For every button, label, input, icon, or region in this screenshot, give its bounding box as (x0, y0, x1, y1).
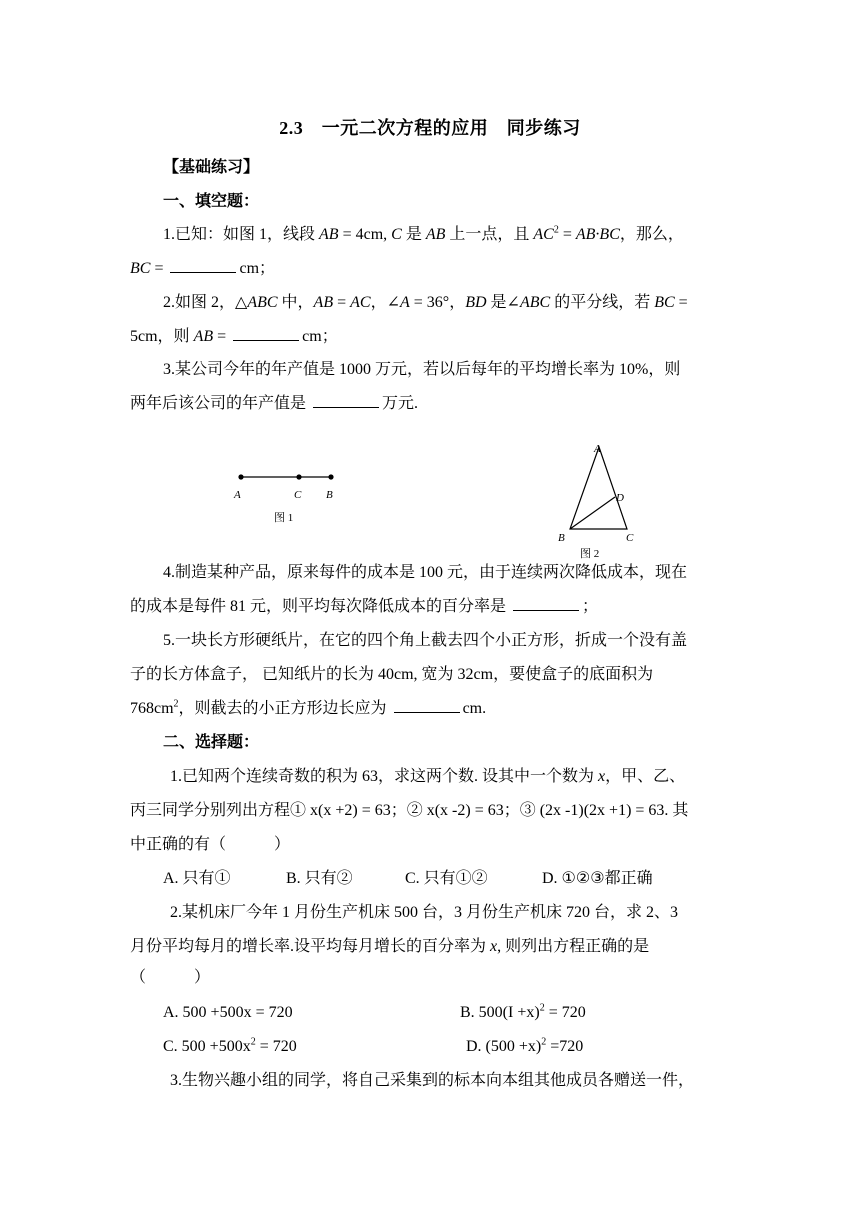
answer-blank[interactable] (170, 258, 236, 273)
section-basic-heading: 【基础练习】 (163, 159, 260, 176)
label-a: A (594, 443, 601, 455)
point-a (238, 474, 243, 479)
figure-1-segment (225, 465, 345, 527)
choice-2-option-b[interactable]: B. $500(I +x)^2 = 720$ (460, 1002, 586, 1021)
label-c: C (294, 489, 302, 501)
question-2-line-2: 5cm，则 AB = cm； (130, 328, 338, 345)
choice-1-option-c[interactable]: C. 只有①② (405, 870, 488, 887)
choice-1-line-1: 1.已知两个连续奇数的积为 63，求这两个数. 设其中一个数为 x，甲、乙、 (170, 768, 686, 785)
question-5-line-3: $768cm^2$，则截去的小正方形边长应为 cm. (130, 698, 487, 717)
question-2-line-1: 2.如图 2，△ABC 中，AB = AC，∠A = 36°，BD 是∠ABC 的平分线，若 BC = (163, 294, 688, 311)
point-b (328, 474, 333, 479)
question-1-line-2: BC = cm； (130, 260, 276, 277)
choice-2-option-c[interactable]: C. $500 +500x^2 = 720$ (163, 1036, 297, 1055)
question-5-line-1: 5.一块长方形硬纸片，在它的四个角上截去四个小正方形，折成一个没有盖 (163, 632, 688, 649)
answer-blank[interactable] (313, 393, 379, 408)
page-title: 2.3 一元二次方程的应用 同步练习 (279, 118, 581, 138)
choice-1-option-a[interactable]: A. 只有① (163, 870, 231, 887)
figure-2-caption: 图 2 (580, 548, 600, 560)
question-4-line-2: 的成本是每件 81 元，则平均每次降低成本的百分率是 ； (130, 598, 599, 615)
bisector-bd (570, 497, 615, 529)
question-3-line-1: 3.某公司今年的年产值是 1000 万元，若以后每年的平均增长率为 10%，则 (163, 361, 681, 378)
question-3-line-2: 两年后该公司的年产值是 万元. (130, 395, 419, 412)
question-5-line-2: 子的长方体盒子， 已知纸片的长为 40cm, 宽为 32cm，要使盒子的底面积为 (130, 666, 654, 683)
label-b: B (326, 489, 333, 501)
label-d: D (616, 492, 624, 504)
choice-2-option-d[interactable]: D. $(500 +x)^2 =720$ (466, 1036, 584, 1055)
figure-2-triangle (550, 438, 650, 562)
choice-2-line-2: 月份平均每月的增长率.设平均每月增长的百分率为 x, 则列出方程正确的是 (130, 938, 650, 955)
multiple-choice-heading: 二、选择题： (163, 734, 260, 751)
label-c: C (626, 532, 634, 544)
question-4-line-1: 4.制造某种产品，原来每件的成本是 100 元，由于连续两次降低成本，现在 (163, 564, 688, 581)
answer-blank[interactable] (233, 326, 299, 341)
choice-2-line-3: （ ） (130, 969, 211, 986)
choice-1-option-d[interactable]: D. ①②③都正确 (542, 870, 653, 887)
fill-blank-heading: 一、填空题： (163, 193, 260, 210)
choice-3-line-1: 3.生物兴趣小组的同学，将自己采集到的标本向本组其他成员各赠送一件， (170, 1072, 695, 1089)
choice-1-line-2: 丙三同学分别列出方程① x(x +2) = 63；② x(x -2) = 63；③ (2x -1)(2x +1) = 63. 其 (130, 802, 689, 819)
label-a: A (234, 489, 241, 501)
figure-1-caption: 图 1 (274, 512, 294, 524)
choice-2-option-a[interactable]: A. 500 +500x = 720 (163, 1004, 293, 1021)
point-c (296, 474, 301, 479)
triangle-abc (570, 447, 627, 529)
choice-1-line-3: 中正确的有（ ） (130, 836, 291, 853)
question-1-line-1: 1.已知：如图 1，线段 AB = 4cm, C 是 AB 上一点，且 $AC^2 = AB\cdot BC$，那么， (163, 224, 684, 243)
answer-blank[interactable] (394, 698, 460, 713)
choice-2-line-1: 2.某机床厂今年 1 月份生产机床 500 台，3 月份生产机床 720 台，求 2、3 (170, 904, 679, 921)
choice-1-option-b[interactable]: B. 只有② (286, 870, 353, 887)
answer-blank[interactable] (513, 596, 579, 611)
label-b: B (558, 532, 565, 544)
